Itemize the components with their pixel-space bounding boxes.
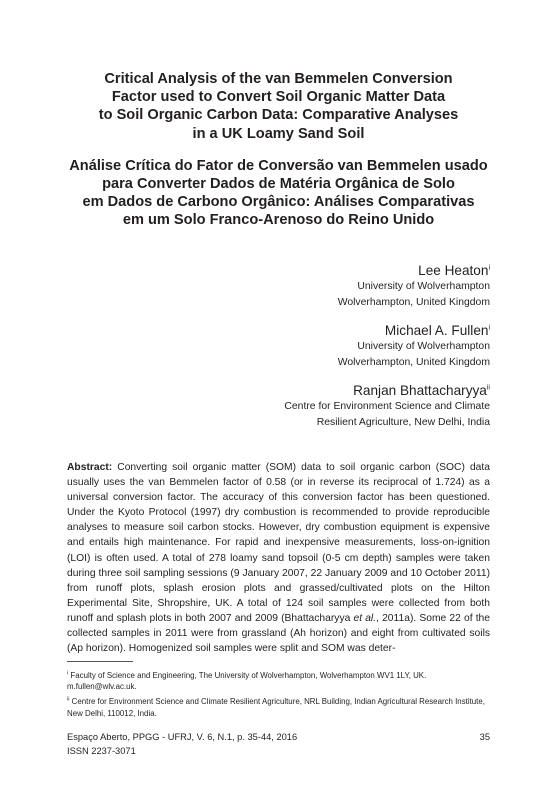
title-english xyxy=(40,70,517,143)
abstract-text: , 2011a). Some 22 of the collected samples in 2011 were from grassland (Ah horizon) and eight from cultivated soils (Ap horizon). Homogenized soil samples were split and SOM was deter- xyxy=(67,612,491,655)
page-number: 35 xyxy=(479,732,490,742)
journal-info xyxy=(67,731,297,758)
author-affiliation: University of Wolverhampton Wolverhampton, United Kingdom xyxy=(337,281,490,308)
affiliation-mark: i xyxy=(488,264,490,272)
title-pt-line: Análise Crítica do Fator de Conversão van Bemmelen usado xyxy=(69,157,488,174)
author-block xyxy=(284,382,490,430)
title-en-line: in a UK Loamy Sand Soil xyxy=(192,125,365,142)
footnote-divider xyxy=(67,661,133,662)
footnote xyxy=(67,670,490,692)
footnote-text: Centre for Environment Science and Climate Resilient Agriculture, NRL Building, Indian Agricultural Research Institute, New Delhi, 110012, India. xyxy=(67,697,485,718)
journal-citation: Espaço Aberto, PPGG - UFRJ, V. 6, N.1, p. 35-44, 2016 xyxy=(67,732,298,742)
footnote-mark: ii xyxy=(67,696,70,703)
affiliation-mark: ii xyxy=(486,384,490,392)
abstract-label: Abstract: xyxy=(67,462,113,473)
title-pt-line: para Converter Dados de Matéria Orgânica de Solo xyxy=(102,176,455,193)
abstract xyxy=(67,460,490,656)
author-block xyxy=(284,322,490,370)
footnotes xyxy=(67,670,490,723)
journal-issn: ISSN 2237-3071 xyxy=(67,745,136,756)
title-pt-line: em um Solo Franco-Arenoso do Reino Unido xyxy=(122,212,435,229)
titles xyxy=(40,70,517,230)
title-en-line: Critical Analysis of the van Bemmelen Conversion xyxy=(104,71,453,87)
abstract-text: Converting soil organic matter (SOM) data to soil organic carbon (SOC) data usually uses the van Bemmelen factor of 0.58 (or in reverse its reciprocal of 1.724) as a universal conversion factor. The accuracy of this conversion factor has been questioned. Under the Kyoto Protocol (1997) dry combustion is recommended to provide reproducible analyses to measure soil carbon stocks. However, dry combustion equipment is expensive and entails high maintenance. For rapid and inexpensive measurements, loss-on-ignition (LOI) is often used. A total of 278 loamy sand topsoil (0-5 cm depth) samples were taken during three soil sampling sessions (9 January 2007, 22 January 2009 and 10 October 2011) from runoff plots, splash erosion plots and grassed/cultivated plots on the Hilton Experimental Site, Shropshire, UK. A total of 124 soil samples were collected from both runoff and splash plots in both 2007 and 2009 (Bhattacharyya xyxy=(67,462,490,624)
title-en-line: Factor used to Convert Soil Organic Matter Data xyxy=(111,89,446,106)
footnote xyxy=(67,696,490,718)
affiliation-mark: i xyxy=(488,324,490,332)
author-name: Ranjan Bhattacharyya$^{ii}$ xyxy=(353,383,490,398)
footnote-text: Faculty of Science and Engineering, The University of Wolverhampton, Wolverhampton WV1 1LY, UK. m.fullen@wlv.ac.uk. xyxy=(67,671,427,692)
author-affiliation: University of Wolverhampton Wolverhampton, United Kingdom xyxy=(337,341,490,368)
author-list xyxy=(284,262,490,442)
footnote-mark: i xyxy=(67,670,69,677)
title-pt-line: em Dados de Carbono Orgânico: Análises Comparativas xyxy=(82,194,475,211)
author-name: Lee Heaton$^i$ xyxy=(418,263,490,278)
title-portuguese xyxy=(40,157,517,230)
title-en-line: to Soil Organic Carbon Data: Comparative Analyses xyxy=(98,107,459,124)
author-block xyxy=(284,262,490,310)
abstract-et-al: et al. xyxy=(353,612,377,624)
author-affiliation: Centre for Environment Science and Climate Resilient Agriculture, New Delhi, India xyxy=(284,401,490,428)
author-name: Michael A. Fullen$^i$ xyxy=(384,323,490,338)
